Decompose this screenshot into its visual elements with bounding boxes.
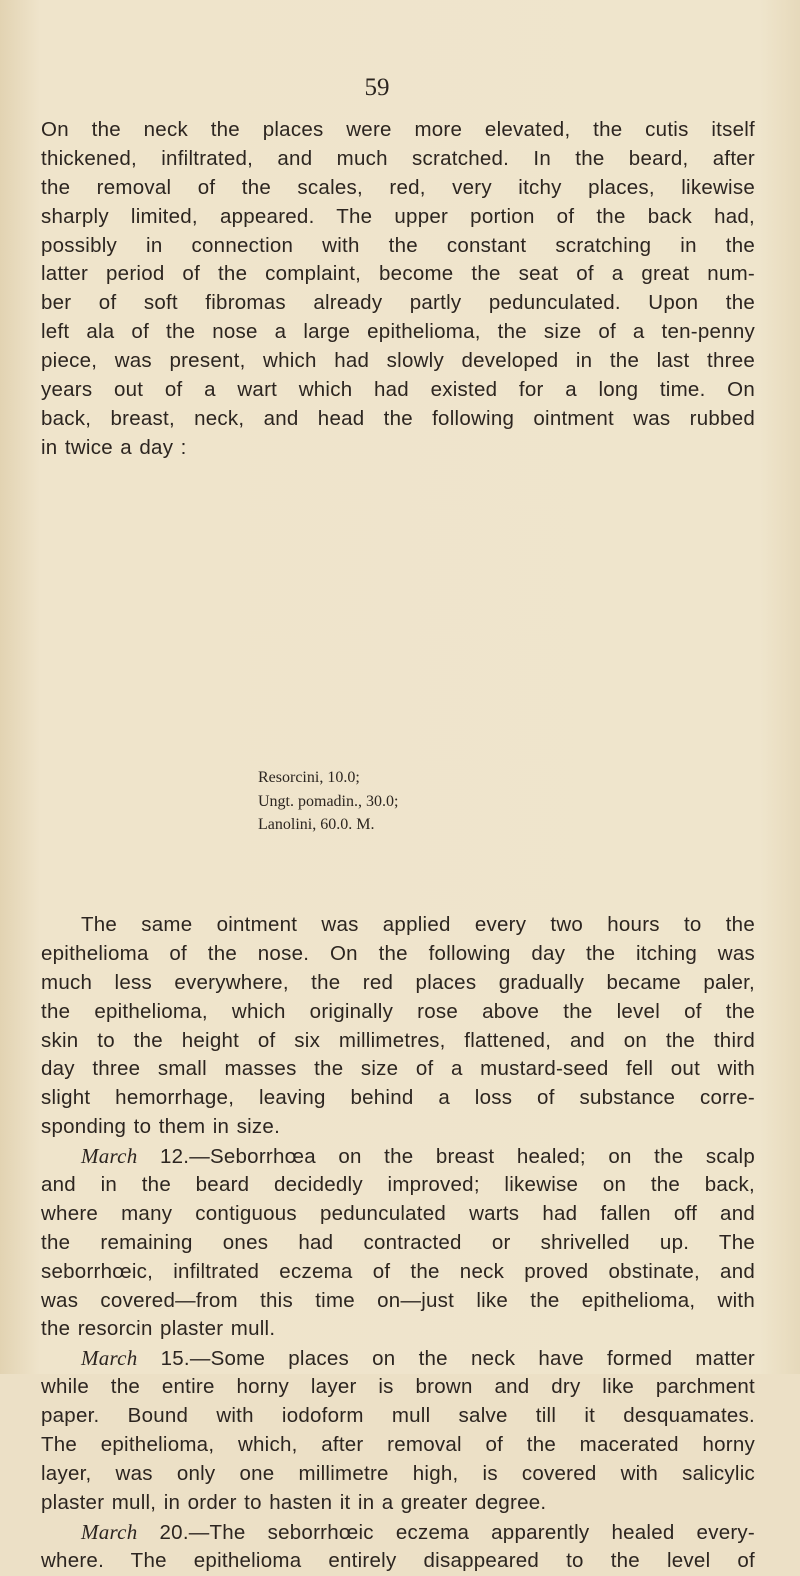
text-line: in twice a day : — [41, 435, 187, 459]
text-line: On the neck the places were more elevated, the cutis itself — [41, 118, 755, 141]
prescription-line: Lanolini, 60.0. M. — [258, 816, 375, 833]
text-line: latter period of the complaint, become the seat of a great num- — [41, 262, 755, 286]
text-line: paper. Bound with iodoform mull salve till it desquamates. — [41, 1404, 755, 1428]
text-line: the epithelioma, which originally rose above the level of the — [41, 999, 755, 1023]
text-line: where many contiguous pedunculated warts had fallen off and — [41, 1201, 755, 1225]
text-line: was covered—from this time on—just like the epithelioma, with — [41, 1288, 755, 1312]
text-line: possibly in connection with the constant scratching in the — [41, 233, 755, 257]
text-line: skin to the height of six millimetres, flattened, and on the third — [41, 1028, 755, 1052]
text-line: back, breast, neck, and head the following ointment was rubbed — [41, 406, 755, 430]
entry-march-20-first-line — [41, 1518, 755, 1547]
entry-date: March — [81, 1519, 138, 1544]
text-line: the remaining ones had contracted or shrivelled up. The — [41, 1230, 755, 1254]
paragraph-ointment-description — [41, 116, 755, 463]
entry-date: March — [81, 1144, 138, 1169]
prescription-line: Resorcini, 10.0; — [258, 769, 360, 786]
text-line: and in the beard decidedly improved; likewise on the back, — [41, 1173, 755, 1197]
prescription-formula — [258, 766, 398, 837]
text-line: epithelioma of the nose. On the following day the itching was — [41, 941, 755, 965]
text-line: where. The epithelioma entirely disappeared to the level of — [41, 1548, 755, 1572]
text-line: thickened, infiltrated, and much scratched. In the beard, after — [41, 146, 755, 170]
paragraph-treatment-course — [41, 911, 755, 1575]
entry-date: March — [81, 1346, 138, 1371]
text-line: The epithelioma, which, after removal of the macerated horny — [41, 1433, 755, 1457]
text-line: The same ointment was applied every two hours to the — [81, 913, 755, 936]
text-line: left ala of the nose a large epithelioma, the size of a ten-penny — [41, 320, 755, 344]
text-line: day three small masses the size of a mustard-seed fell out with — [41, 1057, 755, 1081]
text-line: much less everywhere, the red places gradually became paler, — [41, 970, 755, 994]
text-line: plaster mull, in order to hasten it in a greater degree. — [41, 1490, 547, 1514]
entry-text: 12.—Seborrhœa on the breast healed; on the scalp — [137, 1145, 755, 1169]
entry-text: 20.—The seborrhœic eczema apparently healed every- — [137, 1520, 755, 1544]
entry-march-12-first-line — [41, 1142, 755, 1171]
text-line: slight hemorrhage, leaving behind a loss of substance corre- — [41, 1086, 755, 1110]
entry-text: 15.—Some places on the neck have formed matter — [137, 1347, 755, 1371]
text-line: years out of a wart which had existed for a long time. On — [41, 378, 755, 402]
page-number: 59 — [364, 74, 390, 101]
text-line: seborrhœic, infiltrated eczema of the neck proved obstinate, and — [41, 1259, 755, 1283]
text-line: piece, was present, which had slowly developed in the last three — [41, 349, 755, 373]
text-line: ber of soft fibromas already partly pedunculated. Upon the — [41, 291, 755, 315]
text-line: sponding to them in size. — [41, 1115, 281, 1139]
prescription-line: Ungt. pomadin., 30.0; — [258, 792, 399, 810]
text-line: sharply limited, appeared. The upper portion of the back had, — [41, 204, 755, 228]
text-line: while the entire horny layer is brown and dry like parchment — [41, 1375, 755, 1399]
text-line: the removal of the scales, red, very itchy places, likewise — [41, 175, 755, 199]
entry-march-15-first-line — [41, 1344, 755, 1373]
text-line: layer, was only one millimetre high, is covered with salicylic — [41, 1461, 755, 1485]
text-line: the resorcin plaster mull. — [41, 1317, 276, 1341]
